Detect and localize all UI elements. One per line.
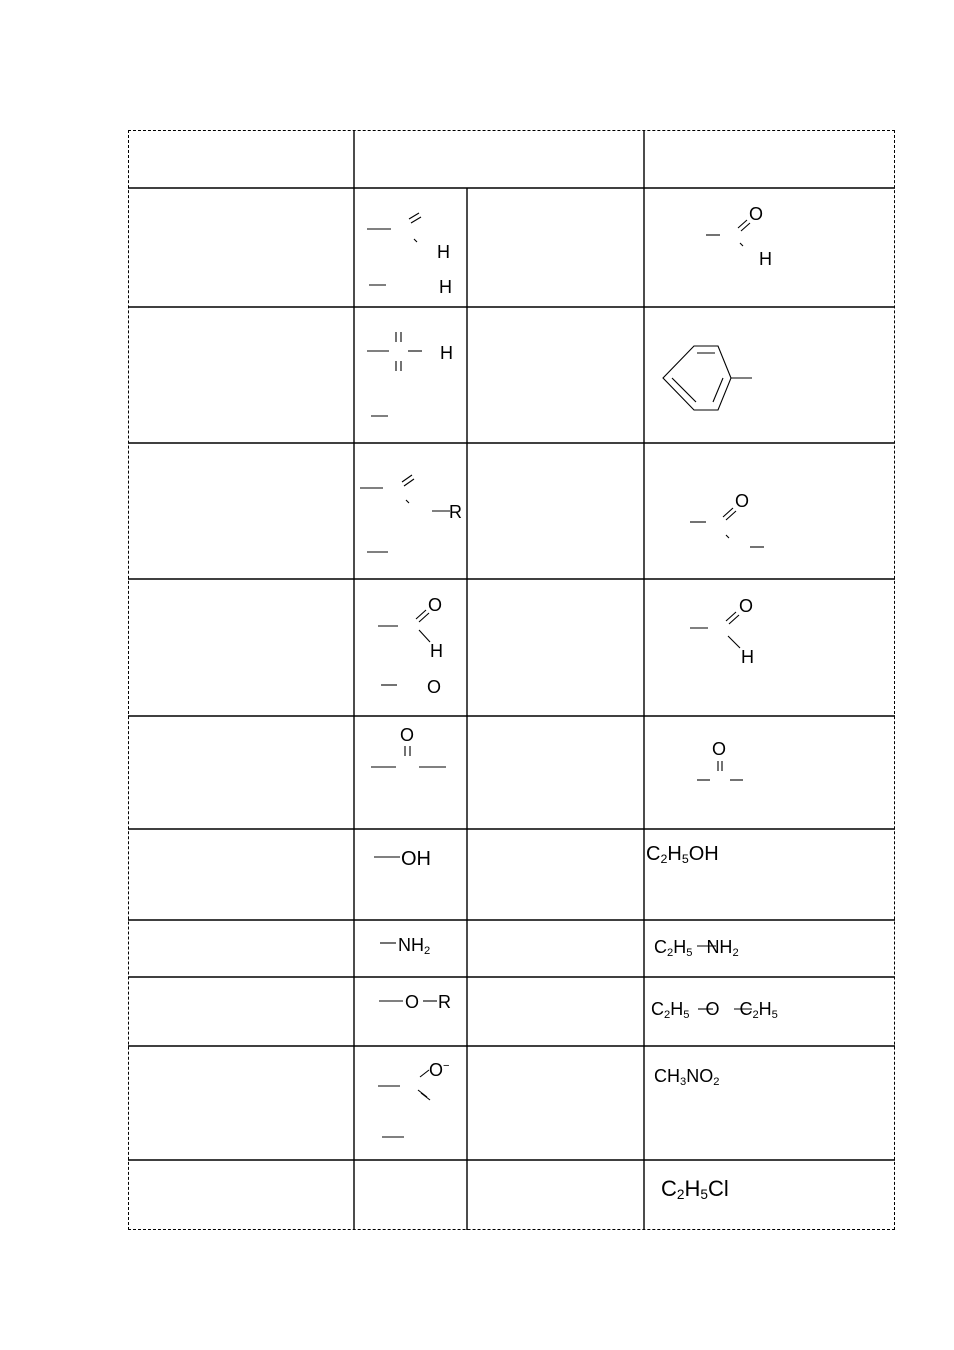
r8-example-formula: $C_2H_5$ O $C_2H_5$ <box>651 999 778 1021</box>
r3-structure-r: R <box>449 502 462 522</box>
r9-structure-o: O− <box>429 1060 450 1080</box>
r1-structure-h2: H <box>439 277 452 297</box>
r9-example-formula: $CH_3NO_2$ <box>654 1066 720 1088</box>
r4-example-h: H <box>741 647 754 667</box>
r7-structure-nh2: $NH_2$ <box>398 935 431 957</box>
r6-structure-oh: OH <box>401 848 431 870</box>
r1-structure-h1: H <box>437 242 450 262</box>
r10-example-formula: $C_2H_5Cl$ <box>661 1176 729 1202</box>
r1-example-h: H <box>759 249 772 269</box>
r8-structure-r: R <box>438 992 451 1012</box>
r1-example-o: O <box>749 204 764 224</box>
r7-example-formula: $C_2H_5$ $NH_2$ <box>654 937 739 959</box>
r4-structure-o2: O <box>427 677 442 697</box>
r3-example-o: O <box>735 491 750 511</box>
r8-structure-o: O <box>405 992 420 1012</box>
r4-structure-h: H <box>430 641 443 661</box>
r4-structure-o1: O <box>428 595 443 615</box>
r6-example-formula: $C_2H_5OH$ <box>646 843 719 866</box>
r5-example-o: O <box>712 739 727 759</box>
r4-example-o: O <box>739 596 754 616</box>
r5-structure-o: O <box>400 725 415 745</box>
r2-structure-h: H <box>440 343 453 363</box>
